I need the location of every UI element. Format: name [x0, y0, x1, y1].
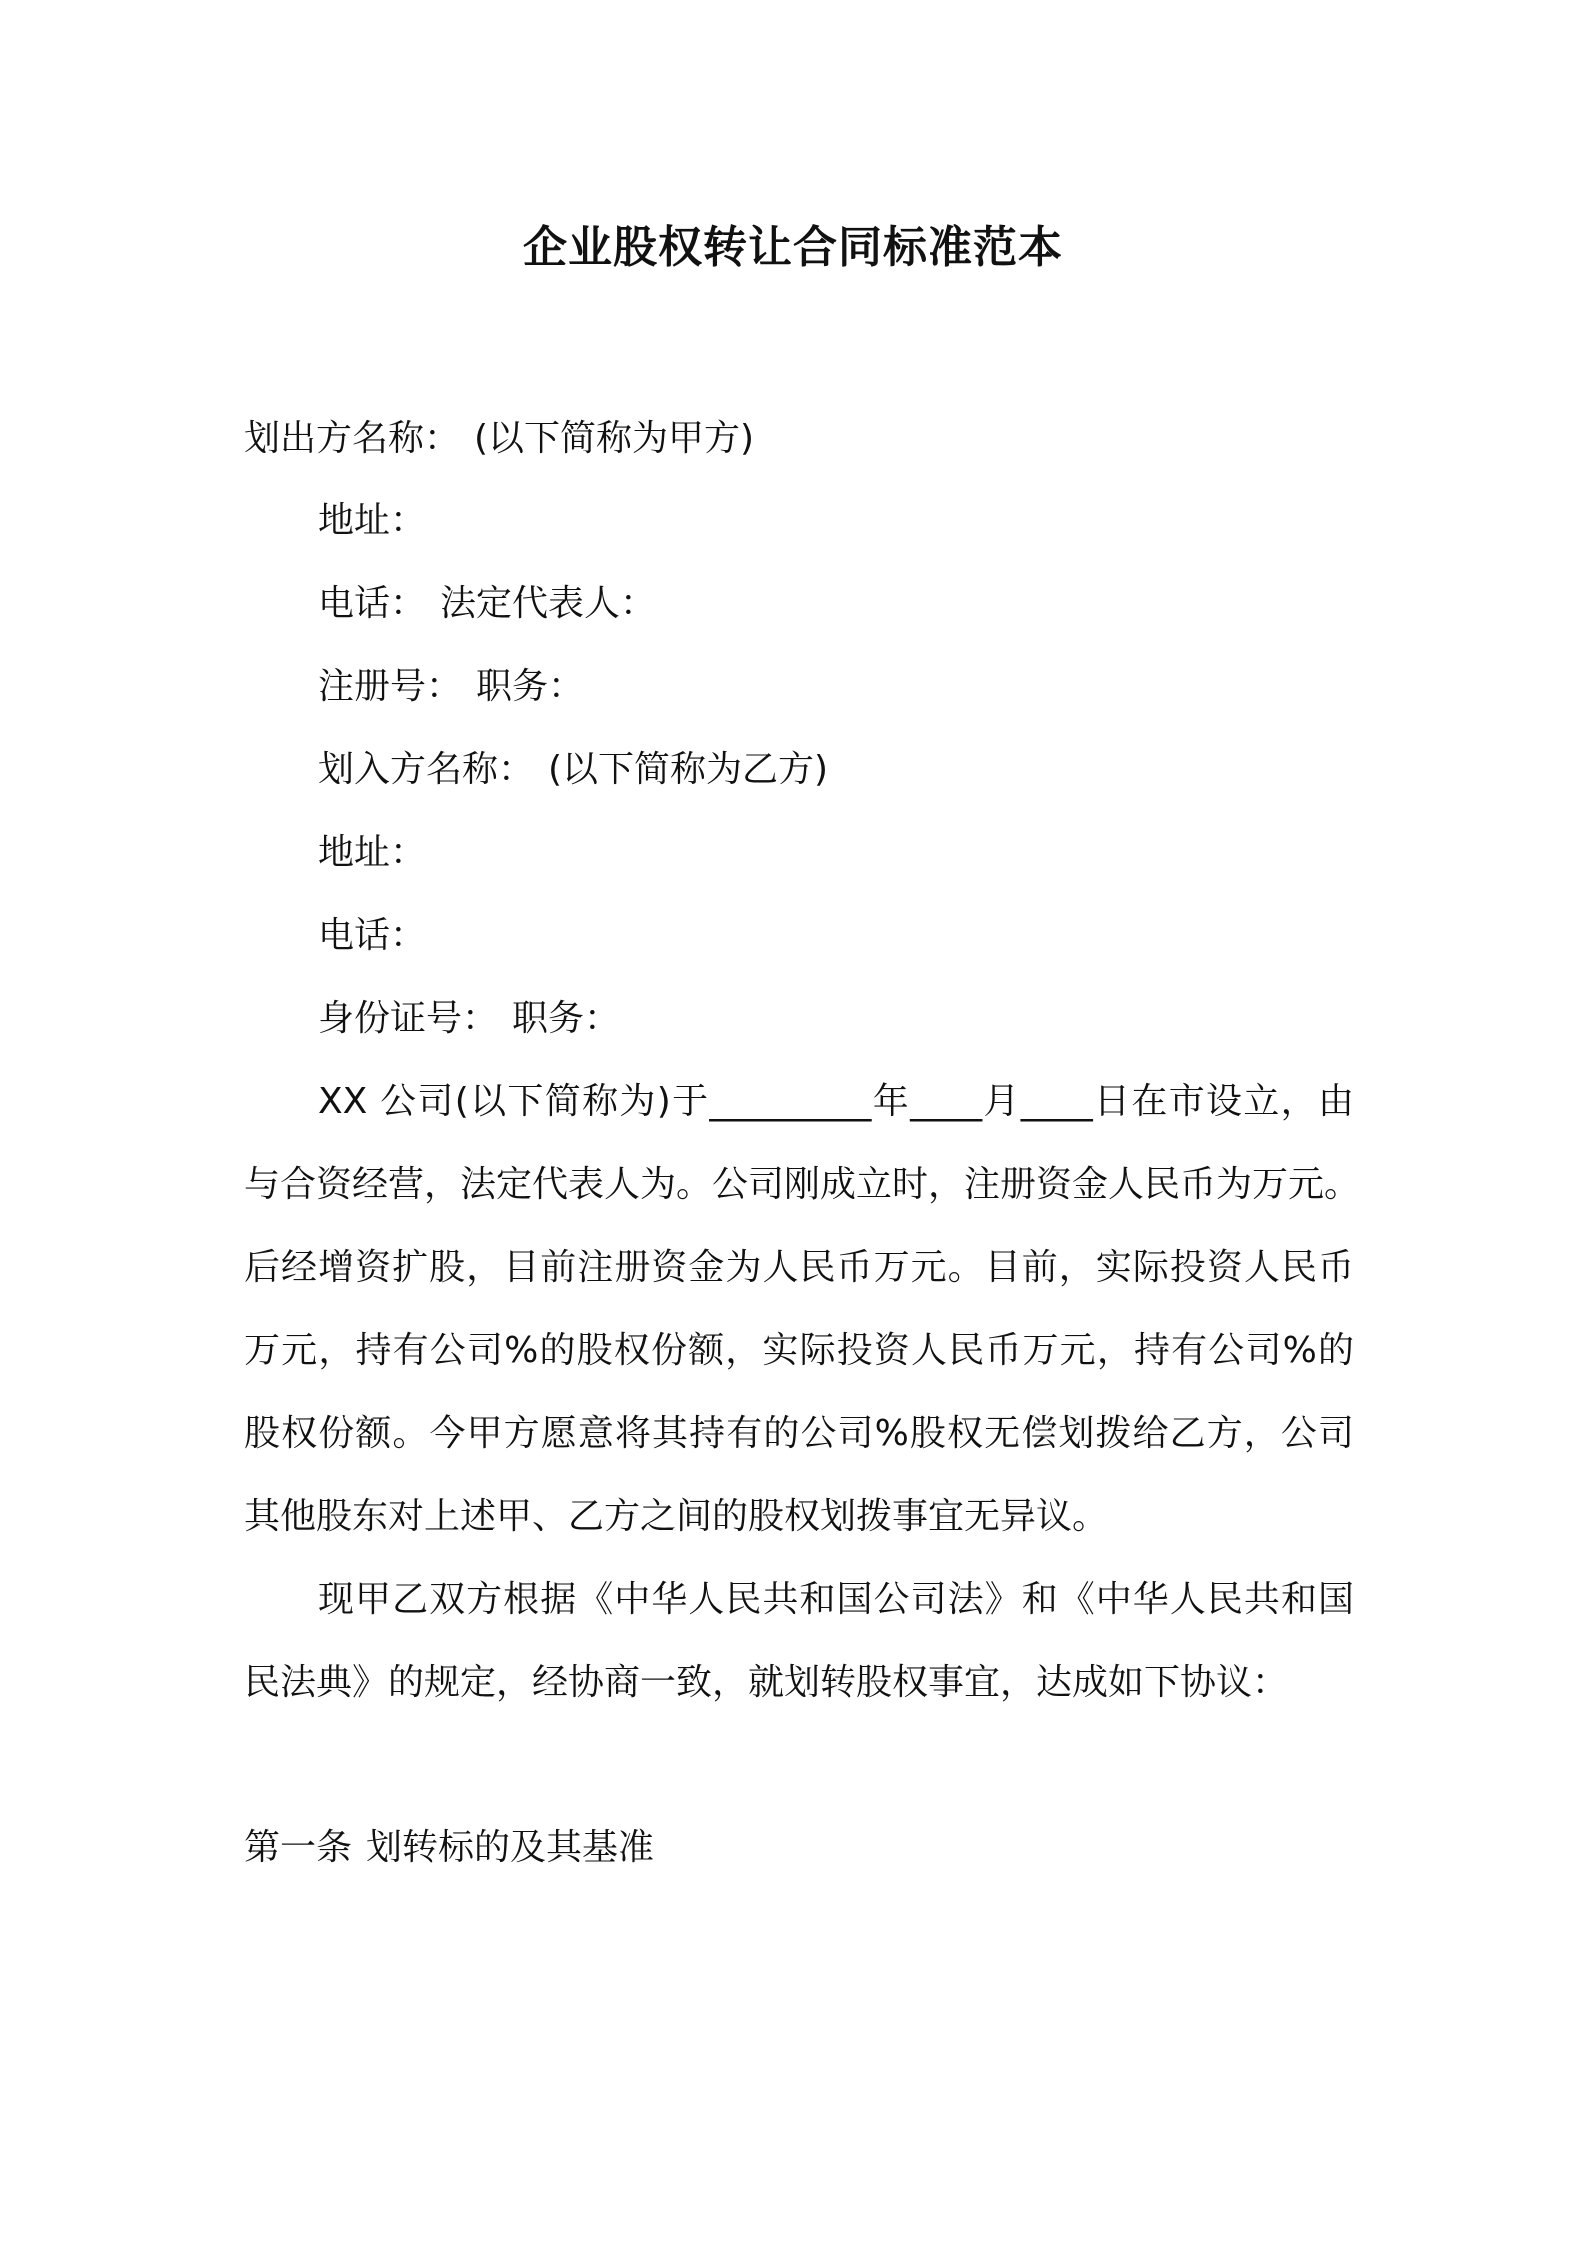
transferor-phone-label: 电话：: [318, 583, 427, 624]
transferee-alias: (以下简称为乙方): [548, 749, 829, 790]
article1-heading: [244, 1823, 654, 1873]
transferor-name-line: [244, 414, 754, 464]
article1-title: 划转标的及其基准: [366, 1827, 655, 1868]
paragraph1-line: 后经增资扩股，目前注册资金为人民币万元。目前，实际投资人民币: [244, 1247, 1354, 1288]
transferee-phone-line: [318, 911, 426, 961]
transferor-phone-line: [318, 579, 656, 629]
transferor-legal-rep-label: 法定代表人：: [440, 583, 657, 624]
transferor-address-label: 地址：: [318, 500, 427, 541]
transferee-phone-label: 电话：: [318, 915, 427, 956]
transferee-position-label: 职务：: [512, 998, 621, 1039]
transferor-reg-line: [318, 662, 584, 712]
transferee-id-no-label: 身份证号：: [318, 998, 499, 1039]
transferee-name-line: [318, 745, 828, 795]
transferor-name-label: 划出方名称：: [244, 418, 461, 459]
transferee-address-label: 地址：: [318, 832, 427, 873]
transferor-position-label: 职务：: [476, 666, 585, 707]
transferor-reg-no-label: 注册号：: [318, 666, 463, 707]
paragraph2-line: 现甲乙双方根据《中华人民共和国公司法》和《中华人民共和国: [318, 1579, 1354, 1620]
document-title: 企业股权转让合同标准范本: [523, 222, 1063, 273]
paragraph1-line: 股权份额。今甲方愿意将其持有的公司%股权无偿划拨给乙方，公司: [244, 1413, 1354, 1454]
article1-number: 第一条: [244, 1827, 353, 1868]
transferor-alias: (以下简称为甲方): [474, 418, 755, 459]
paragraph1-line: 与合资经营，法定代表人为。公司刚成立时，注册资金人民币为万元。: [244, 1164, 1361, 1205]
paragraph1-line: 其他股东对上述甲、乙方之间的股权划拨事宜无异议。: [244, 1496, 1109, 1537]
paragraph1-line: XX 公司(以下简称为)于_________年____月____日在市设立，由: [318, 1081, 1354, 1122]
paragraph1-line: 万元，持有公司%的股权份额，实际投资人民币万元，持有公司%的: [244, 1330, 1354, 1371]
transferee-id-line: [318, 994, 620, 1044]
paragraph2-line: 民法典》的规定，经协商一致，就划转股权事宜，达成如下协议：: [244, 1662, 1289, 1703]
transferee-address-line: [318, 828, 426, 878]
transferor-address-line: [318, 496, 426, 546]
transferee-name-label: 划入方名称：: [318, 749, 535, 790]
